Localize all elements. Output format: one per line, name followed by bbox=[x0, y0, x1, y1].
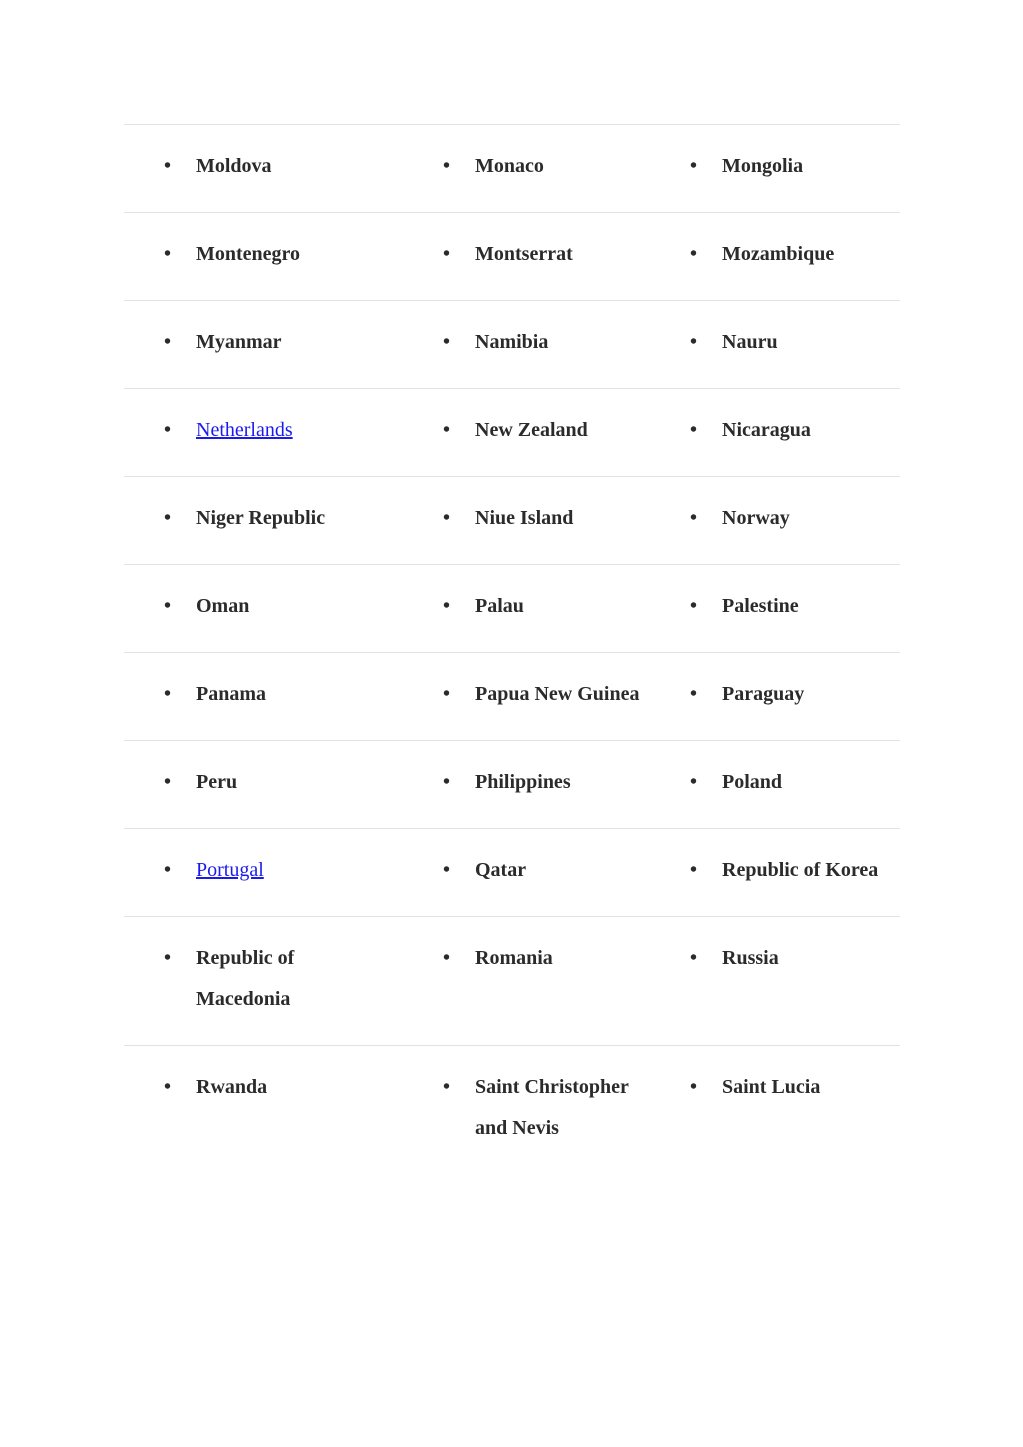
country-name-wrapper bbox=[196, 762, 237, 803]
country-name-wrapper bbox=[475, 498, 573, 539]
bullet-icon: • bbox=[443, 947, 451, 969]
list-item bbox=[404, 410, 663, 451]
country-list bbox=[404, 146, 663, 187]
list-item bbox=[124, 146, 404, 187]
country-name: Mozambique bbox=[722, 243, 835, 265]
country-list bbox=[663, 938, 900, 979]
bullet-icon: • bbox=[443, 331, 451, 353]
country-name-wrapper bbox=[196, 498, 325, 539]
country-name-wrapper bbox=[475, 1067, 650, 1149]
bullet-icon: • bbox=[443, 1076, 451, 1098]
country-name-wrapper bbox=[722, 322, 778, 363]
country-name: Montenegro bbox=[196, 243, 301, 265]
country-name-wrapper bbox=[196, 410, 293, 451]
list-item bbox=[404, 586, 663, 627]
country-list bbox=[663, 146, 900, 187]
country-name: Romania bbox=[475, 947, 553, 969]
table-cell bbox=[124, 389, 404, 477]
country-name-wrapper bbox=[475, 234, 573, 275]
country-list bbox=[124, 586, 404, 627]
bullet-icon: • bbox=[443, 155, 451, 177]
country-name: Paraguay bbox=[722, 683, 805, 705]
country-name-wrapper bbox=[722, 938, 779, 979]
table-cell bbox=[124, 301, 404, 389]
country-name-wrapper bbox=[475, 938, 553, 979]
country-name: Oman bbox=[196, 595, 250, 617]
country-name: Poland bbox=[722, 771, 783, 793]
table-cell bbox=[663, 477, 900, 565]
list-item bbox=[404, 146, 663, 187]
bullet-icon: • bbox=[690, 243, 698, 265]
list-item bbox=[663, 498, 900, 539]
country-name: Nauru bbox=[722, 331, 778, 353]
country-list bbox=[404, 322, 663, 363]
country-list bbox=[404, 498, 663, 539]
country-name-wrapper bbox=[475, 762, 571, 803]
list-item bbox=[124, 674, 404, 715]
bullet-icon: • bbox=[690, 771, 698, 793]
country-name-wrapper bbox=[475, 586, 524, 627]
country-name: Papua New Guinea bbox=[475, 683, 640, 705]
table-cell bbox=[663, 213, 900, 301]
bullet-icon: • bbox=[690, 683, 698, 705]
country-list bbox=[124, 850, 404, 891]
bullet-icon: • bbox=[164, 771, 172, 793]
country-list bbox=[124, 146, 404, 187]
country-list bbox=[124, 498, 404, 539]
list-item bbox=[124, 234, 404, 275]
country-name-wrapper bbox=[722, 1067, 820, 1108]
bullet-icon: • bbox=[164, 683, 172, 705]
bullet-icon: • bbox=[164, 859, 172, 881]
country-name-wrapper bbox=[722, 498, 790, 539]
table-cell bbox=[404, 389, 663, 477]
table-row bbox=[124, 213, 900, 301]
country-list bbox=[663, 850, 900, 891]
country-name: Namibia bbox=[475, 331, 549, 353]
list-item bbox=[124, 410, 404, 451]
country-name-wrapper bbox=[475, 322, 548, 363]
country-list bbox=[663, 1067, 900, 1108]
country-list bbox=[404, 762, 663, 803]
list-item bbox=[663, 146, 900, 187]
country-name-wrapper bbox=[475, 146, 544, 187]
country-name-wrapper bbox=[722, 410, 811, 451]
list-item bbox=[663, 322, 900, 363]
list-item bbox=[663, 938, 900, 979]
bullet-icon: • bbox=[164, 419, 172, 441]
table-cell bbox=[663, 653, 900, 741]
list-item bbox=[663, 1067, 900, 1108]
country-name: Niger Republic bbox=[196, 507, 326, 529]
country-name-wrapper bbox=[196, 586, 249, 627]
bullet-icon: • bbox=[164, 331, 172, 353]
country-list bbox=[663, 498, 900, 539]
bullet-icon: • bbox=[443, 243, 451, 265]
country-list bbox=[124, 674, 404, 715]
bullet-icon: • bbox=[443, 595, 451, 617]
country-name: Panama bbox=[196, 683, 266, 705]
table-cell bbox=[404, 653, 663, 741]
table-cell bbox=[124, 125, 404, 213]
bullet-icon: • bbox=[443, 771, 451, 793]
country-name: Saint Christopher and Nevis bbox=[475, 1076, 629, 1139]
country-name: Myanmar bbox=[196, 331, 282, 353]
country-list bbox=[404, 234, 663, 275]
country-name: Moldova bbox=[196, 155, 272, 177]
country-list bbox=[404, 850, 663, 891]
table-cell bbox=[124, 565, 404, 653]
list-item bbox=[663, 234, 900, 275]
list-item bbox=[124, 762, 404, 803]
bullet-icon: • bbox=[690, 507, 698, 529]
country-name: Niue Island bbox=[475, 507, 574, 529]
country-name: New Zealand bbox=[475, 419, 588, 441]
country-name: Palau bbox=[475, 595, 524, 617]
table-row bbox=[124, 1046, 900, 1175]
country-list bbox=[124, 1067, 404, 1108]
table-row bbox=[124, 125, 900, 213]
list-item bbox=[404, 674, 663, 715]
country-name-wrapper bbox=[196, 938, 371, 1020]
country-list bbox=[404, 674, 663, 715]
country-list bbox=[663, 674, 900, 715]
country-name-wrapper bbox=[722, 234, 834, 275]
table-row bbox=[124, 565, 900, 653]
country-name-wrapper bbox=[196, 674, 266, 715]
table-cell bbox=[404, 301, 663, 389]
country-name-wrapper bbox=[722, 850, 878, 891]
country-name-wrapper bbox=[722, 146, 803, 187]
country-name-wrapper bbox=[475, 410, 588, 451]
country-name-wrapper bbox=[722, 674, 804, 715]
country-list bbox=[404, 1067, 663, 1149]
country-name: Russia bbox=[722, 947, 779, 969]
country-name: Palestine bbox=[722, 595, 799, 617]
list-item bbox=[663, 410, 900, 451]
bullet-icon: • bbox=[164, 507, 172, 529]
country-name: Republic of Macedonia bbox=[196, 947, 295, 1010]
list-item bbox=[663, 850, 900, 891]
table-cell bbox=[404, 213, 663, 301]
bullet-icon: • bbox=[690, 595, 698, 617]
bullet-icon: • bbox=[164, 595, 172, 617]
table-cell bbox=[404, 829, 663, 917]
table-row bbox=[124, 477, 900, 565]
list-item bbox=[404, 762, 663, 803]
list-item bbox=[124, 850, 404, 891]
bullet-icon: • bbox=[164, 155, 172, 177]
table-row bbox=[124, 829, 900, 917]
country-list bbox=[124, 234, 404, 275]
country-name: Nicaragua bbox=[722, 419, 811, 441]
country-list bbox=[404, 938, 663, 979]
country-name-wrapper bbox=[722, 586, 799, 627]
table-cell bbox=[663, 125, 900, 213]
country-list bbox=[663, 586, 900, 627]
bullet-icon: • bbox=[690, 155, 698, 177]
table-cell bbox=[663, 829, 900, 917]
country-name: Mongolia bbox=[722, 155, 804, 177]
country-list bbox=[404, 586, 663, 627]
list-item bbox=[663, 674, 900, 715]
country-name-wrapper bbox=[196, 322, 282, 363]
list-item bbox=[663, 762, 900, 803]
table-cell bbox=[124, 213, 404, 301]
country-name: Montserrat bbox=[475, 243, 573, 265]
bullet-icon: • bbox=[690, 859, 698, 881]
country-table bbox=[124, 124, 900, 1174]
list-item bbox=[404, 938, 663, 979]
country-list bbox=[663, 234, 900, 275]
table-cell bbox=[663, 389, 900, 477]
country-name-wrapper bbox=[196, 234, 300, 275]
bullet-icon: • bbox=[690, 1076, 698, 1098]
country-list bbox=[404, 410, 663, 451]
table-row bbox=[124, 741, 900, 829]
bullet-icon: • bbox=[690, 947, 698, 969]
table-row bbox=[124, 917, 900, 1046]
country-table-body bbox=[124, 125, 900, 1175]
table-cell bbox=[404, 741, 663, 829]
table-cell bbox=[124, 653, 404, 741]
bullet-icon: • bbox=[443, 683, 451, 705]
table-cell bbox=[404, 125, 663, 213]
bullet-icon: • bbox=[164, 1076, 172, 1098]
table-cell bbox=[404, 917, 663, 1046]
bullet-icon: • bbox=[164, 947, 172, 969]
list-item bbox=[124, 322, 404, 363]
table-row bbox=[124, 389, 900, 477]
table-row bbox=[124, 301, 900, 389]
country-name-wrapper bbox=[475, 674, 639, 715]
bullet-icon: • bbox=[443, 419, 451, 441]
country-name: Republic of Korea bbox=[722, 859, 879, 881]
bullet-icon: • bbox=[690, 419, 698, 441]
table-cell bbox=[663, 741, 900, 829]
list-item bbox=[124, 586, 404, 627]
table-cell bbox=[404, 477, 663, 565]
table-cell bbox=[124, 741, 404, 829]
table-cell bbox=[124, 917, 404, 1046]
bullet-icon: • bbox=[164, 243, 172, 265]
country-list bbox=[663, 322, 900, 363]
country-list bbox=[124, 322, 404, 363]
table-row bbox=[124, 653, 900, 741]
list-item bbox=[404, 850, 663, 891]
table-cell bbox=[124, 829, 404, 917]
country-name-wrapper bbox=[196, 146, 272, 187]
country-name: Philippines bbox=[475, 771, 571, 793]
table-cell bbox=[404, 1046, 663, 1175]
country-name-wrapper bbox=[475, 850, 526, 891]
country-list bbox=[663, 762, 900, 803]
country-name: Saint Lucia bbox=[722, 1076, 821, 1098]
country-name-wrapper bbox=[196, 1067, 267, 1108]
bullet-icon: • bbox=[690, 331, 698, 353]
country-list bbox=[124, 938, 404, 1020]
list-item bbox=[404, 322, 663, 363]
table-cell bbox=[124, 477, 404, 565]
list-item bbox=[124, 498, 404, 539]
list-item bbox=[404, 1067, 663, 1149]
country-name: Rwanda bbox=[196, 1076, 268, 1098]
table-cell bbox=[663, 301, 900, 389]
country-link[interactable]: Portugal bbox=[196, 859, 264, 881]
bullet-icon: • bbox=[443, 859, 451, 881]
country-name: Monaco bbox=[475, 155, 544, 177]
country-name: Norway bbox=[722, 507, 790, 529]
bullet-icon: • bbox=[443, 507, 451, 529]
table-cell bbox=[404, 565, 663, 653]
list-item bbox=[124, 1067, 404, 1108]
country-list bbox=[124, 762, 404, 803]
table-cell bbox=[663, 917, 900, 1046]
country-name-wrapper bbox=[196, 850, 264, 891]
country-name: Qatar bbox=[475, 859, 527, 881]
country-name-wrapper bbox=[722, 762, 782, 803]
list-item bbox=[124, 938, 404, 1020]
country-name: Peru bbox=[196, 771, 238, 793]
table-cell bbox=[663, 1046, 900, 1175]
country-link[interactable]: Netherlands bbox=[196, 419, 293, 441]
table-cell bbox=[663, 565, 900, 653]
list-item bbox=[663, 586, 900, 627]
country-list bbox=[124, 410, 404, 451]
country-list bbox=[663, 410, 900, 451]
list-item bbox=[404, 234, 663, 275]
table-cell bbox=[124, 1046, 404, 1175]
list-item bbox=[404, 498, 663, 539]
